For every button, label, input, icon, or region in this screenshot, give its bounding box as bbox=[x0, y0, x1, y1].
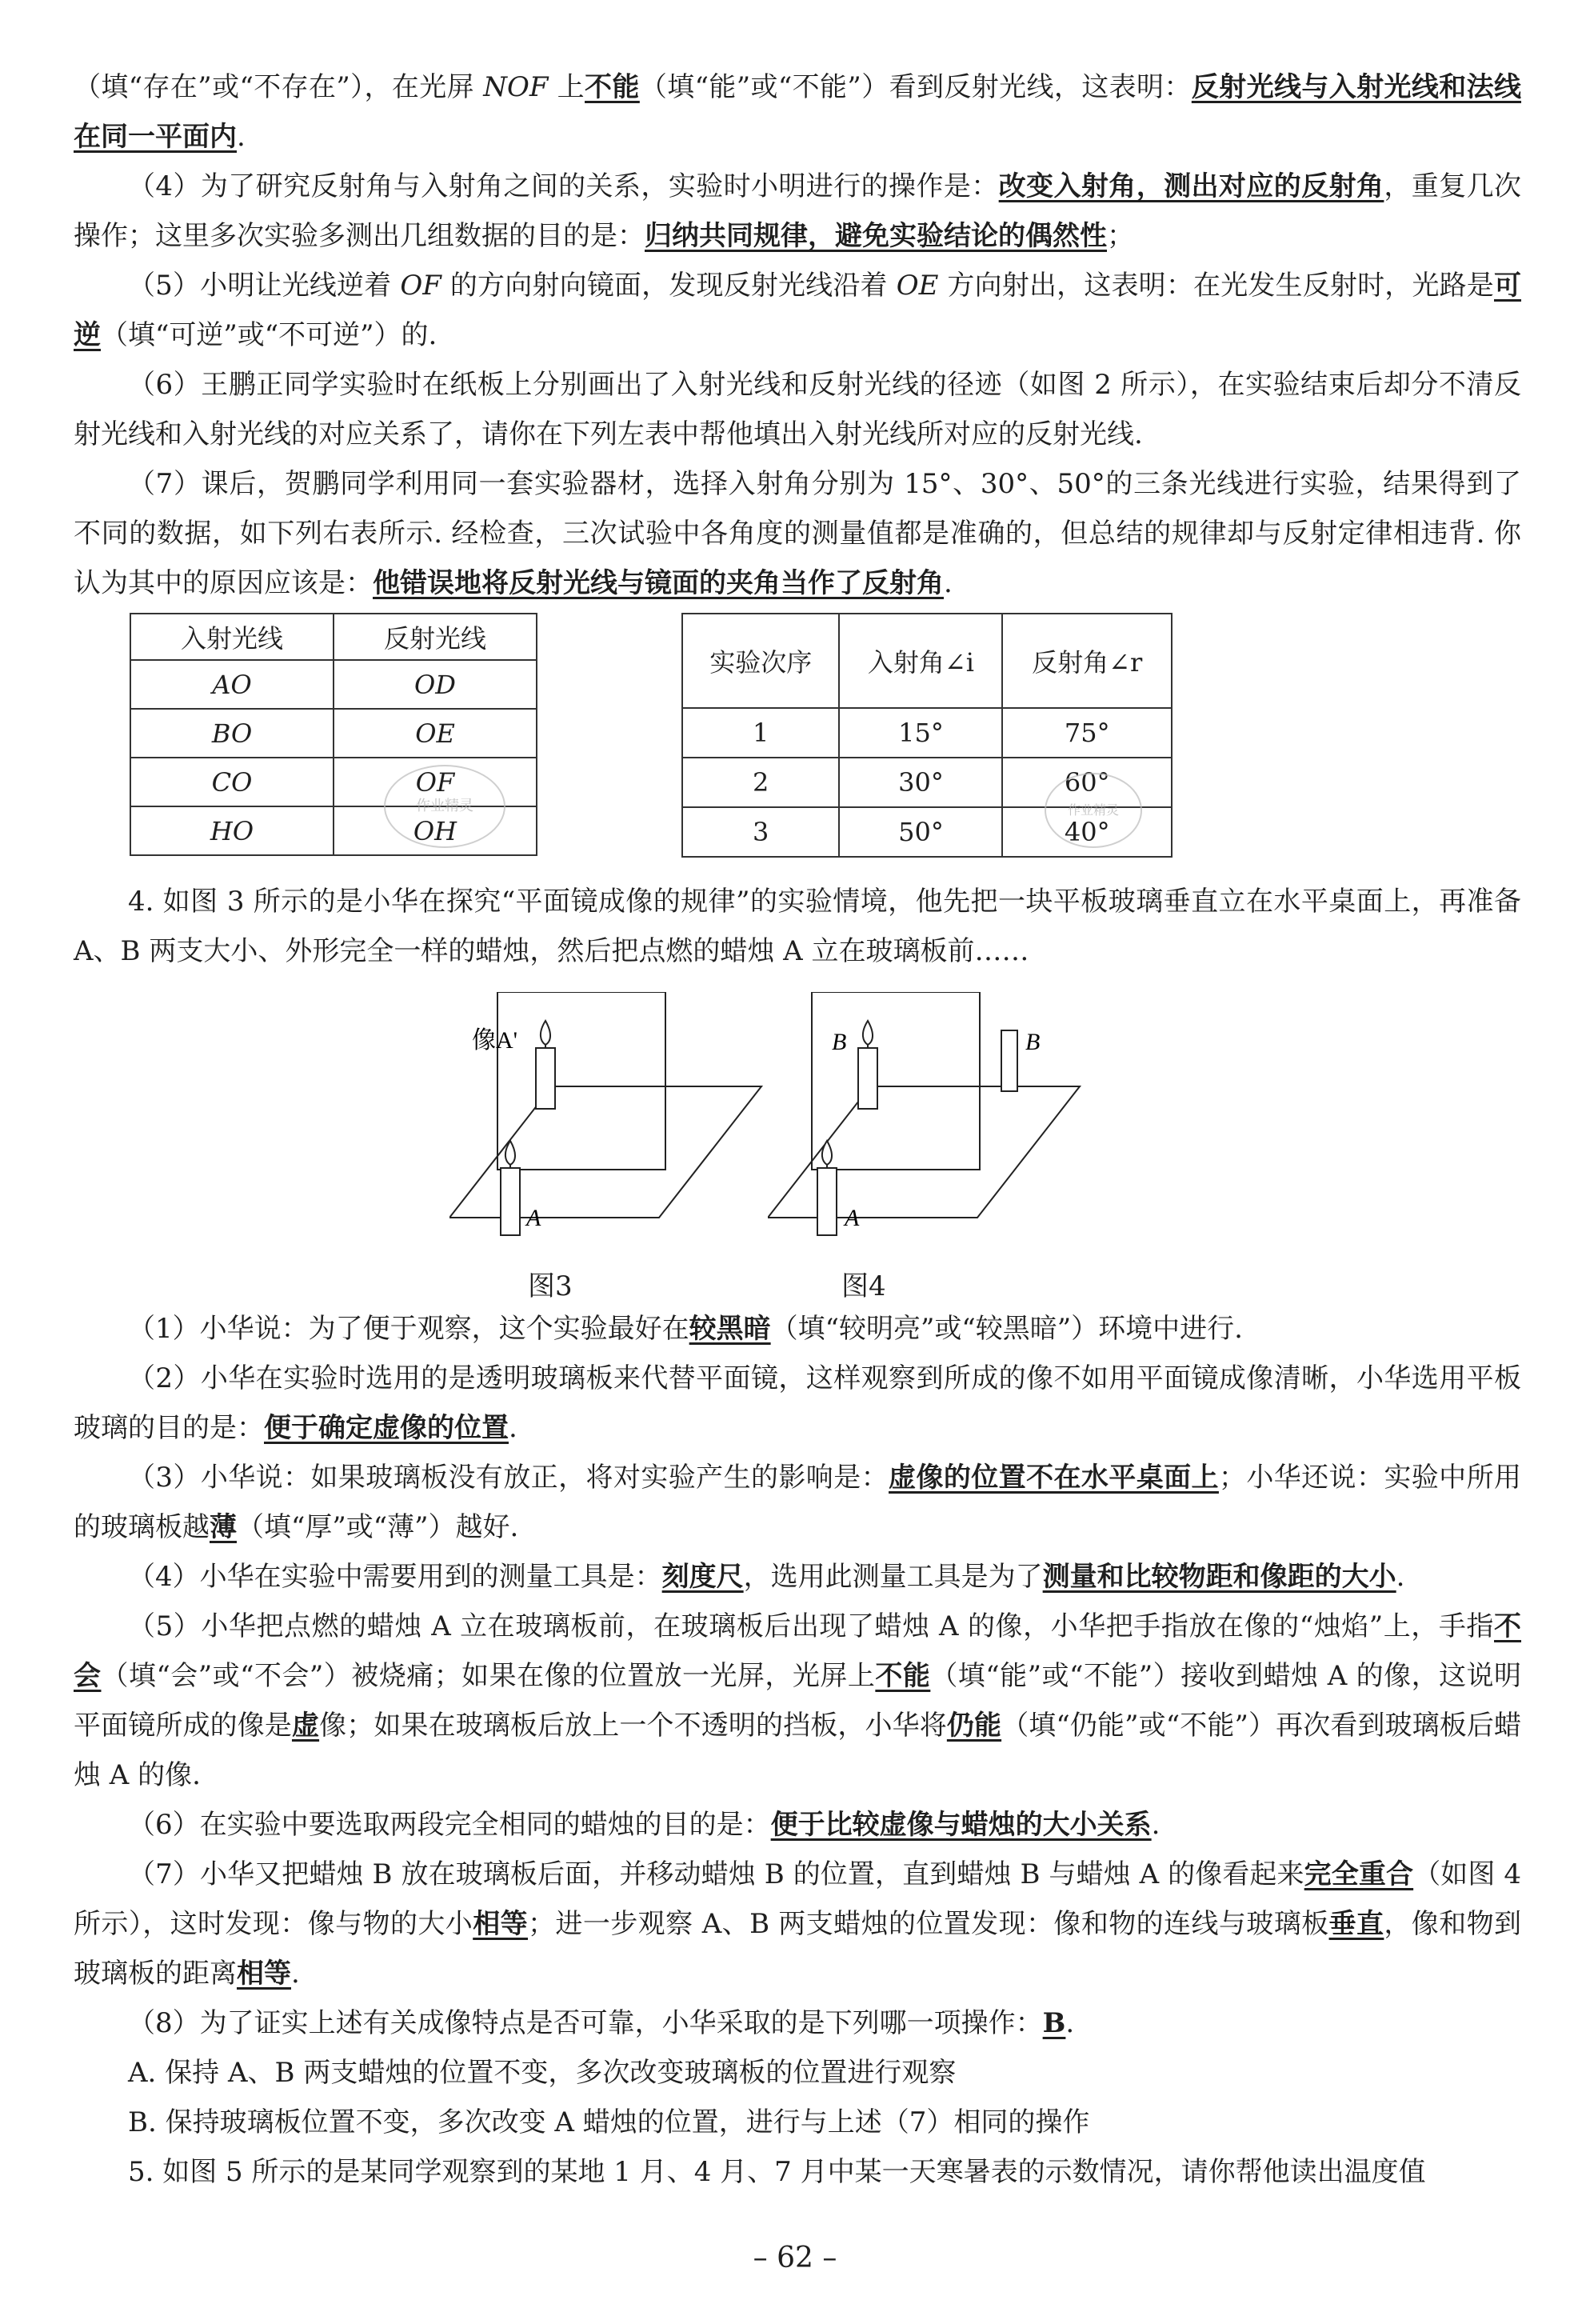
candle-b-outside-label: B bbox=[1025, 1029, 1041, 1055]
q3-part-7: （7）课后，贺鹏同学利用同一套实验器材，选择入射角分别为 15°、30°、50°的三条光线进行实验，结果得到了不同的数据，如下列右表所示. 经检查，三次试验中各角度的测量值都是准确的，但总结的规律却与反射定律相违背. 你认为其中的原因应该是：他错误地将反射光线与镜面的夹角当作了反射角. bbox=[74, 468, 1521, 599]
candle-image-body bbox=[536, 1048, 555, 1109]
q5-intro: 5. 如图 5 所示的是某同学观察到的某地 1 月、4 月、7 月中某一天寒暑表的示数情况，请你帮他读出温度值 bbox=[128, 2156, 1426, 2188]
right-table-header: 实验次序 bbox=[682, 614, 839, 708]
figures-row bbox=[74, 976, 1521, 1304]
answer-blank: 不会 bbox=[74, 1610, 1521, 1692]
table-cell: 40° bbox=[1002, 807, 1172, 857]
q4-part-7: （7）小华又把蜡烛 B 放在玻璃板后面，并移动蜡烛 B 的位置，直到蜡烛 B 与蜡烛 A 的像看起来完全重合（如图 4 所示），这时发现：像与物的大小相等；进一步观察 A、B 两支蜡烛的位置发现：像和物的连线与玻璃板垂直，像和物到玻璃板的距离相等. bbox=[74, 1858, 1522, 1990]
answer-blank: 改变入射角，测出对应的反射角 bbox=[998, 170, 1384, 202]
table-cell: 3 bbox=[682, 807, 839, 857]
table-cell: 1 bbox=[682, 708, 839, 758]
answer-blank: 虚 bbox=[291, 1710, 320, 1742]
flame-icon bbox=[541, 1021, 550, 1045]
q4-part-6: （6）在实验中要选取两段完全相同的蜡烛的目的是：便于比较虚像与蜡烛的大小关系. bbox=[128, 1809, 1161, 1841]
answer-blank: 便于确定虚像的位置 bbox=[264, 1412, 509, 1444]
q4-part-5: （5）小华把点燃的蜡烛 A 立在玻璃板前，在玻璃板后出现了蜡烛 A 的像，小华把手指放在像的“烛焰”上，手指不会（填“会”或“不会”）被烧痛；如果在像的位置放一光屏，光屏上不能（填“能”或“不能”）接收到蜡烛 A 的像，这说明平面镜所成的像是虚像；如果在玻璃板后放上一个不透明的挡板，小华将仍能（填“仍能”或“不能”）再次看到玻璃板后蜡烛 A 的像. bbox=[74, 1610, 1522, 1791]
page-content bbox=[74, 62, 1521, 2197]
answer-blank: 刻度尺 bbox=[661, 1561, 744, 1593]
candle-b-body bbox=[858, 1048, 877, 1109]
left-table-header: 入射光线 bbox=[130, 614, 334, 660]
q4-part-4: （4）小华在实验中需要用到的测量工具是：刻度尺，选用此测量工具是为了测量和比较物距和像距的大小. bbox=[128, 1561, 1405, 1593]
table-cell: HO bbox=[130, 806, 334, 855]
q4-part-8: （8）为了证实上述有关成像特点是否可靠，小华采取的是下列哪一项操作：B. bbox=[128, 2007, 1075, 2039]
table-cell: 15° bbox=[839, 708, 1002, 758]
answer-blank: 虚像的位置不在水平桌面上 bbox=[889, 1462, 1219, 1494]
right-table-header: 反射角∠r bbox=[1002, 614, 1172, 708]
candle-a-label: A bbox=[526, 1205, 541, 1231]
option-a: A. 保持 A、B 两支蜡烛的位置不变，多次改变玻璃板的位置进行观察 bbox=[128, 2057, 957, 2089]
flame-icon bbox=[863, 1021, 873, 1045]
q3-part-6: （6）王鹏正同学实验时在纸板上分别画出了入射光线和反射光线的径迹（如图 2 所示），在实验结束后却分不清反射光线和入射光线的对应关系了，请你在下列左表中帮他填出入射光线所对应的反射光线. bbox=[74, 369, 1522, 450]
candle-a-body bbox=[817, 1168, 837, 1235]
table-cell: AO bbox=[130, 660, 334, 709]
image-label: 像A' bbox=[472, 1027, 518, 1054]
watermark-stamp: 作业精灵 bbox=[1045, 773, 1142, 848]
candle-b-label: B bbox=[832, 1029, 847, 1055]
table-cell: OE bbox=[334, 709, 537, 758]
answer-blank: 反射光线与入射光线和法线在同一平面内 bbox=[74, 71, 1522, 153]
table-cell: 30° bbox=[839, 758, 1002, 807]
answer-blank: 较黑暗 bbox=[689, 1313, 771, 1345]
table-cell: 2 bbox=[682, 758, 839, 807]
q3-part-5: （5）小明让光线逆着 OF 的方向射向镜面，发现反射光线沿着 OE 方向射出，这表明：在光发生反射时，光路是可逆（填“可逆”或“不可逆”）的. bbox=[74, 270, 1521, 351]
table-cell: CO bbox=[130, 758, 334, 806]
glass-plate bbox=[497, 992, 665, 1170]
table-cell: 75° bbox=[1002, 708, 1172, 758]
answer-blank: 归纳共同规律，避免实验结论的偶然性 bbox=[645, 220, 1107, 252]
table-cell: OF bbox=[334, 758, 537, 806]
answer-blank: 完全重合 bbox=[1304, 1858, 1414, 1890]
table-surface bbox=[768, 1086, 1080, 1218]
table-cell: OD bbox=[334, 660, 537, 709]
candle-a-body bbox=[501, 1168, 520, 1235]
table-surface bbox=[449, 1086, 761, 1218]
candle-a-label: A bbox=[845, 1205, 860, 1231]
figure-4 bbox=[768, 992, 1152, 1280]
flame-icon bbox=[822, 1141, 832, 1165]
answer-blank: B bbox=[1042, 2007, 1066, 2039]
q4-part-3: （3）小华说：如果玻璃板没有放正，将对实验产生的影响是：虚像的位置不在水平桌面上；小华还说：实验中所用的玻璃板越薄（填“厚”或“薄”）越好. bbox=[74, 1462, 1521, 1543]
figure-4-caption: 图4 bbox=[841, 1270, 886, 1302]
tables-row bbox=[74, 613, 1521, 877]
answer-blank: 相等 bbox=[473, 1908, 529, 1940]
left-table-header: 反射光线 bbox=[334, 614, 537, 660]
table-cell: 60° bbox=[1002, 758, 1172, 807]
option-b: B. 保持玻璃板位置不变，多次改变 A 蜡烛的位置，进行与上述（7）相同的操作 bbox=[128, 2106, 1090, 2138]
q4-part-2: （2）小华在实验时选用的是透明玻璃板来代替平面镜，这样观察到所成的像不如用平面镜成像清晰，小华选用平板玻璃的目的是：便于确定虚像的位置. bbox=[74, 1362, 1521, 1444]
candle-b-outside bbox=[1001, 1030, 1017, 1091]
page-number: – 62 – bbox=[753, 2242, 837, 2274]
answer-blank: 他错误地将反射光线与镜面的夹角当作了反射角 bbox=[373, 567, 944, 599]
answer-blank: 不能 bbox=[585, 71, 640, 103]
answer-blank: 垂直 bbox=[1328, 1908, 1384, 1940]
q3-part-4: （4）为了研究反射角与入射角之间的关系，实验时小明进行的操作是：改变入射角，测出对应的反射角，重复几次操作；这里多次实验多测出几组数据的目的是：归纳共同规律，避免实验结论的偶然性； bbox=[74, 170, 1522, 252]
glass-plate bbox=[812, 992, 980, 1170]
table-cell: BO bbox=[130, 709, 334, 758]
answer-blank: 薄 bbox=[210, 1511, 237, 1543]
right-table-header: 入射角∠i bbox=[839, 614, 1002, 708]
answer-blank: 测量和比较物距和像距的大小 bbox=[1042, 1561, 1396, 1593]
figure-3-caption: 图3 bbox=[528, 1270, 573, 1302]
table-cell: 50° bbox=[839, 807, 1002, 857]
q4-intro: 4. 如图 3 所示的是小华在探究“平面镜成像的规律”的实验情境，他先把一块平板玻璃垂直立在水平桌面上，再准备 A、B 两支大小、外形完全一样的蜡烛，然后把点燃的蜡烛 A 立在玻璃板前…… bbox=[74, 886, 1521, 967]
answer-blank: 不能 bbox=[875, 1660, 931, 1692]
answer-blank: 相等 bbox=[237, 1958, 291, 1990]
answer-blank: 可逆 bbox=[74, 270, 1521, 351]
q4-part-1: （1）小华说：为了便于观察，这个实验最好在较黑暗（填“较明亮”或“较黑暗”）环境中进行. bbox=[128, 1313, 1243, 1345]
table-cell: OH bbox=[334, 806, 537, 855]
watermark-stamp: 作业精灵 bbox=[384, 765, 505, 848]
answer-blank: 便于比较虚像与蜡烛的大小关系 bbox=[770, 1809, 1152, 1841]
q3-continuation: （填“存在”或“不存在”），在光屏 NOF 上不能（填“能”或“不能”）看到反射光线，这表明：反射光线与入射光线和法线在同一平面内. bbox=[74, 71, 1522, 153]
answer-blank: 仍能 bbox=[946, 1710, 1002, 1742]
